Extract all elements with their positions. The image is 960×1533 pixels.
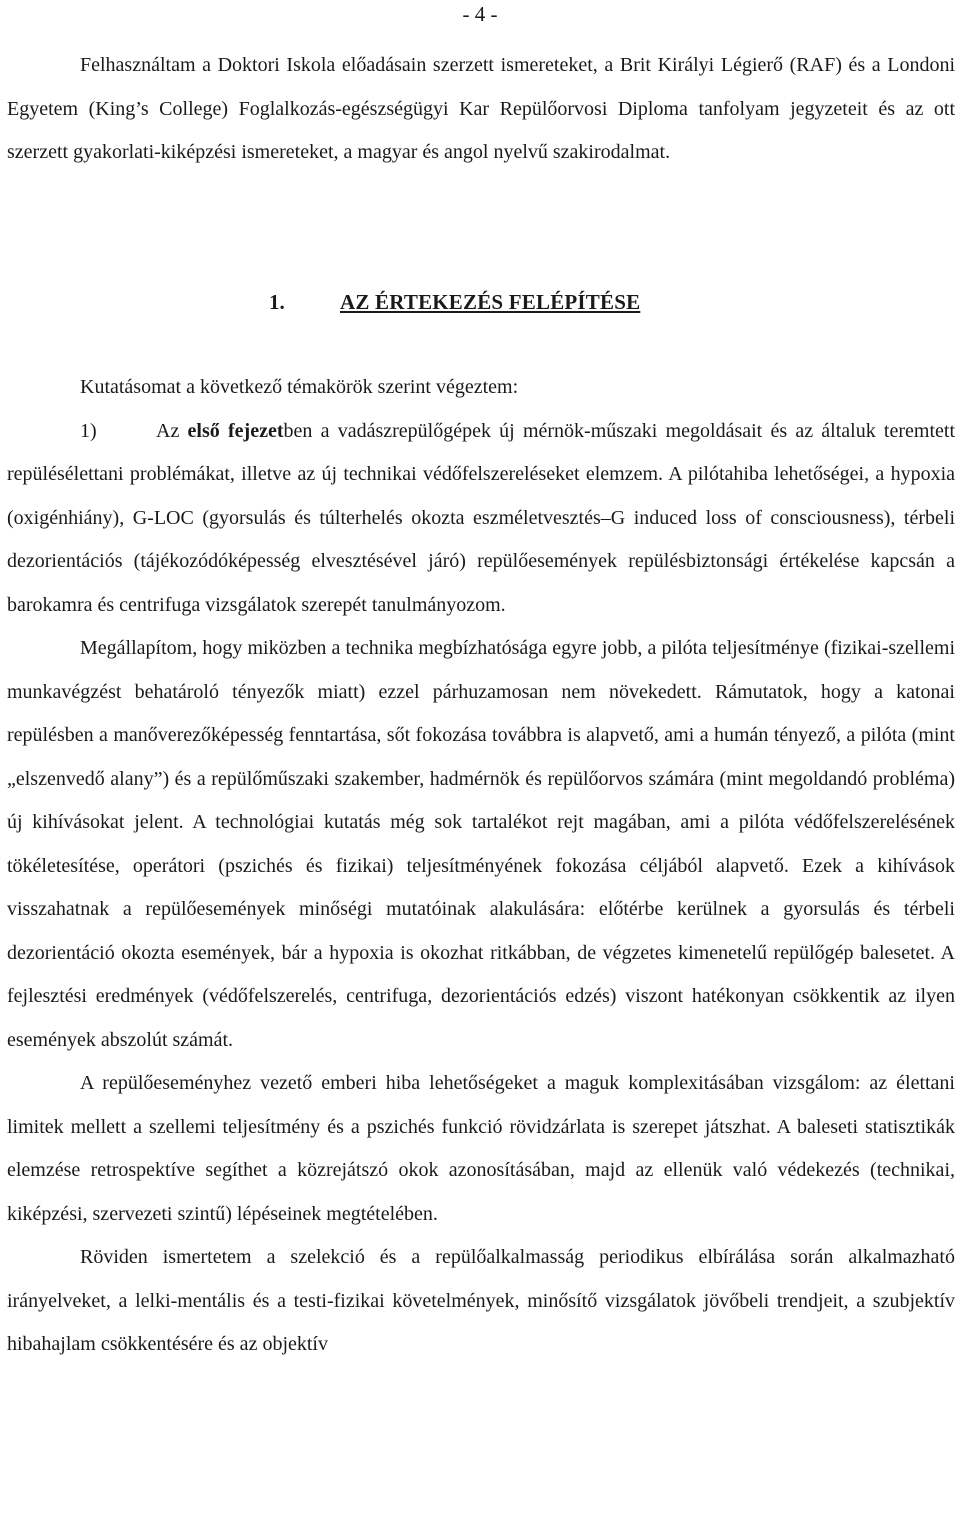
paragraph-2: Megállapítom, hogy miközben a technika megbízhatósága egyre jobb, a pilóta teljesítménye (fizikai-szellemi munkavégzést behatároló tényezők miatt) ezzel párhuzamosan nem növekedett. Rámutatok, hogy a katonai repülésben a manőverezőképesség fenntartása, sőt fokozása továbbra is alapvető, ami a humán tényező, a pilóta (mint „elszenvedő alany”) és a repülőműszaki szakember, hadmérnök és repülőorvos számára (mint megoldandó probléma) új kihívásokat jelent. A technológiai kutatás még sok tartalékot rejt magában, ami a pilóta védőfelszerelésének tökéletesítése, operátori (pszichés és fizikai) teljesítményének fokozása céljából alapvető. Ezek a kihívások visszahatnak a repülőesemények minőségi mutatóinak alakulására: előtérbe kerülnek a gyorsulás és térbeli dezorientáció okozta események, bár a hypoxia is okozhat ritkábban, de végzetes kimenetelű repülőgép balesetet. A fejlesztési eredmények (védőfelszerelés, centrifuga, dezorientációs edzés) viszont hatékonyan csökkentik az ilyen események abszolút számát. [7, 637, 955, 1051]
section-number: 1. [269, 290, 285, 314]
item-1-marker: 1) [80, 419, 97, 442]
section-title: AZ ÉRTEKEZÉS FELÉPÍTÉSE [340, 290, 641, 314]
item-1-text-after: ben a vadászrepülőgépek új mérnök-műszaki megoldásait és az általuk teremtett repülésélettani problémákat, illetve az új technikai védőfelszereléseket elemzem. A pilótahiba lehetőségei, a hypoxia (oxigénhiány), G-LOC (gyorsulás és túlterhelés okozta eszméletvesztés–G induced loss of consciousness), térbeli dezorientációs (tájékozódóképesség elvesztésével járó) repülőesemények repülésbiztonsági értékelése kapcsán a barokamra és centrifuga vizsgálatok szerepét tanulmányozom. [7, 419, 956, 616]
intro-block [7, 44, 955, 175]
lead-paragraph: Kutatásomat a következő témakörök szerint végeztem: [80, 376, 519, 398]
item-1-paragraph [7, 410, 955, 628]
paragraph-4: Röviden ismertetem a szelekció és a repülőalkalmasság periodikus elbírálása során alkalmazható irányelveket, a lelki-mentális és a testi-fizikai követelmények, minősítő vizsgálatok jövőbeli trendjeit, a szubjektív hibahajlam csökkentésére és az objektív [7, 1246, 955, 1355]
item-1-bold-first: első [187, 419, 220, 442]
intro-paragraph: Felhasználtam a Doktori Iskola előadásain szerzett ismereteket, a Brit Királyi Légierő (RAF) és a Londoni Egyetem (King’s College) Foglalkozás-egészségügyi Kar Repülőorvosi Diploma tanfolyam jegyzeteit és az ott szerzett gyakorlati-kiképzési ismereteket, a magyar és angol nyelvű szakirodalmat. [7, 54, 955, 163]
item-1-text-before: Az [156, 419, 188, 442]
item-1-bold-space [220, 420, 228, 442]
paragraph-3: A repülőeseményhez vezető emberi hiba lehetőségeket a maguk komplexitásában vizsgálom: az élettani limitek mellett a szellemi teljesítmény és a pszichés funkció rövidzárlata is szerepet játszhat. A baleseti statisztikák elemzése retrospektíve segíthet a közrejátszó okok azonosításában, majd az ellenük való védekezés (technikai, kiképzési, szervezeti szintű) lépéseinek megtételében. [7, 1072, 955, 1225]
item-1-bold-chapter: fejezet [228, 419, 284, 442]
body-block [7, 366, 955, 1367]
page-number: - 4 - [462, 2, 498, 26]
